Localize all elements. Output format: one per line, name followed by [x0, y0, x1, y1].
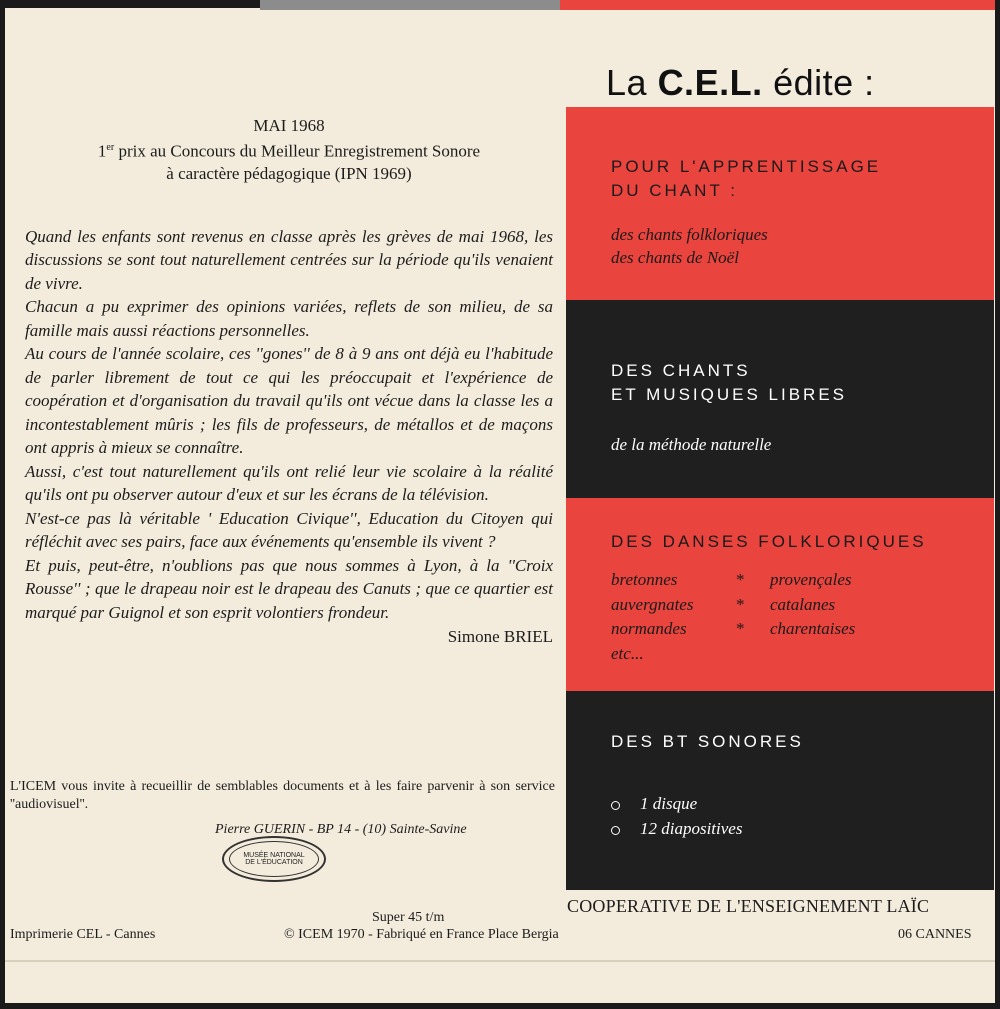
prize-text: prix au Concours du Meilleur Enregistrement Sonore	[118, 141, 481, 161]
brand-prefix: La	[606, 62, 648, 103]
panel-title: DU CHANT :	[611, 181, 738, 200]
panel-item: des chants folkloriques	[611, 225, 768, 244]
danse-right: catalanes	[770, 594, 836, 614]
top-strip-grey	[260, 0, 560, 10]
printer-credit: Imprimerie CEL - Cannes	[10, 927, 156, 942]
star-separator: *	[736, 619, 745, 638]
signature: Simone BRIEL	[447, 627, 553, 647]
brand-name: C.E.L.	[657, 62, 763, 103]
prize-line	[25, 137, 553, 163]
prize-number: 1	[97, 141, 107, 161]
liner-notes	[25, 115, 553, 648]
cooperative-name: COOPERATIVE DE L'ENSEIGNEMENT LAÏC	[567, 896, 930, 916]
panel-item: de la méthode naturelle	[611, 435, 772, 454]
paragraph: Et puis, peut-être, n'oublions pas que nous sommes à Lyon, à la ''Croix Rousse'' ; que le drapeau noir est le drapeau des Canuts ; que ce quartier est marqué par Guignol et son esprit volontiers frondeur.	[25, 555, 553, 622]
notes-header	[25, 115, 553, 185]
city-line: 06 CANNES	[898, 927, 972, 942]
paragraph: Aussi, c'est tout naturellement qu'ils ont relié leur vie scolaire à la réalité qu'ils ont pu observer autour d'eux et sur les écrans de la télévision.	[25, 461, 553, 505]
panel-danses	[566, 498, 994, 691]
museum-stamp	[222, 836, 326, 882]
top-strip-red	[560, 0, 995, 10]
danse-right: charentaises	[770, 619, 856, 638]
panel-title: ET MUSIQUES LIBRES	[611, 385, 848, 404]
prize-superscript: er	[106, 142, 115, 153]
museum-stamp-inner	[229, 841, 319, 877]
paragraph: Quand les enfants sont revenus en classe après les grèves de mai 1968, les discussions se sont tout naturellement centrées sur la période qu'ils venaient de vivre.	[25, 226, 553, 293]
paragraph: Au cours de l'année scolaire, ces ''gones'' de 8 à 9 ans ont déjà eu l'habitude de parler librement de tout ce qui les préoccupait et l'expérience de coopération et d'organisation du travail qu'ils ont vécue dans la classe les a incontestablement mûris ; les fils de professeurs, de métallos et de maçons ont appris à mieux se connaître.	[25, 344, 553, 458]
panel-musiques	[566, 300, 994, 498]
panel-chant	[566, 107, 994, 300]
brand-suffix: édite :	[773, 62, 875, 103]
brand-heading	[606, 62, 875, 104]
copyright-line: © ICEM 1970 - Fabriqué en France Place Bergia	[284, 927, 559, 942]
danse-left: normandes	[611, 619, 687, 638]
panel-item	[611, 817, 994, 842]
panel-title: DES BT SONORES	[611, 732, 804, 751]
record-speed: Super 45 t/m	[372, 910, 445, 925]
panel-item	[611, 792, 994, 817]
panel-title: POUR L'APPRENTISSAGE	[611, 157, 882, 176]
danses-grid	[611, 568, 994, 666]
danse-left: bretonnes	[611, 570, 678, 589]
panel-bt-sonores	[566, 691, 994, 890]
danse-right: provençales	[770, 570, 852, 589]
panel-item: des chants de Noël	[611, 248, 739, 267]
panel-title: DES DANSES FOLKLORIQUES	[611, 532, 927, 551]
star-separator: *	[736, 570, 745, 589]
panel-item-text: 1 disque	[640, 794, 698, 813]
prize-line-2: à caractère pédagogique (IPN 1969)	[166, 163, 412, 183]
bottom-fold-line	[5, 960, 995, 962]
stamp-line-1: MUSÉE NATIONAL	[243, 852, 305, 859]
paragraph: N'est-ce pas là véritable ' Education Civique'', Education du Citoyen qui réfléchit avec ses pairs, face aux événements qu'ensemble ils vivent ?	[25, 508, 553, 552]
stamp-line-2: DE L'ÉDUCATION	[245, 859, 303, 866]
invite-text: L'ICEM vous invite à recueillir de semblables documents et à les faire parvenir à son service ''audiovisuel''.	[10, 779, 555, 812]
star-separator: *	[736, 594, 745, 614]
panel-title: DES CHANTS	[611, 361, 751, 380]
address-line: Pierre GUERIN - BP 14 - (10) Sainte-Savine	[215, 822, 467, 837]
danse-left: etc...	[611, 643, 644, 663]
notes-body	[25, 225, 553, 625]
paragraph: Chacun a pu exprimer des opinions variées, reflets de son milieu, de sa famille mais aussi réactions personnelles.	[25, 297, 553, 340]
circle-bullet-icon	[611, 826, 620, 835]
circle-bullet-icon	[611, 801, 620, 810]
date-line: MAI 1968	[253, 116, 325, 135]
panel-item-text: 12 diapositives	[640, 818, 743, 838]
danse-left: auvergnates	[611, 594, 694, 614]
